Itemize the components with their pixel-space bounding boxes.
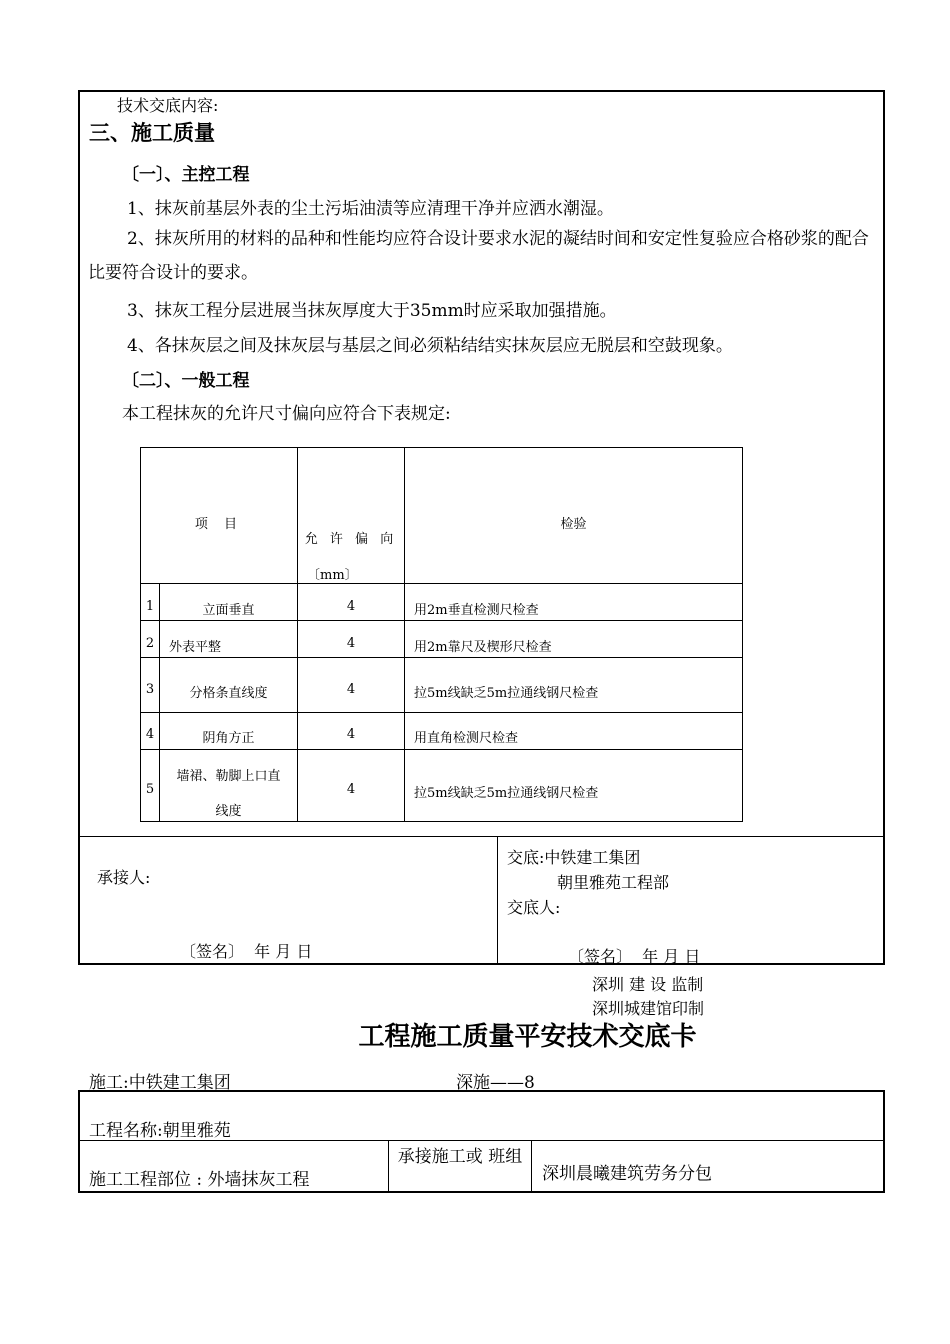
row-number: 3	[145, 682, 155, 697]
header-item: 项 目	[194, 517, 244, 532]
contractor: 施工:中铁建工集团	[89, 1073, 231, 1093]
row-deviation: 4	[346, 727, 356, 742]
receiver-label: 承接人:	[97, 868, 151, 887]
item-4: 4、各抹灰层之间及抹灰层与基层之间必须粘结结实抹灰层应无脱层和空鼓现象。	[127, 336, 733, 356]
handover-org: 交底:中铁建工集团	[507, 848, 641, 867]
main-heading: 〔一〕、主控工程	[122, 165, 250, 185]
row-number: 4	[145, 727, 155, 742]
row-number: 5	[145, 782, 155, 797]
handover-dept: 朝里雅苑工程部	[557, 873, 670, 892]
row-item: 立面垂直	[202, 603, 255, 618]
row-item: 分格条直线度	[189, 686, 268, 701]
table-intro: 本工程抹灰的允许尺寸偏向应符合下表规定:	[122, 404, 451, 424]
item-3: 3、抹灰工程分层进展当抹灰厚度大于35mm时应采取加强措施。	[127, 301, 617, 321]
handover-sign-date: 〔签名〕 年 月 日	[568, 947, 701, 966]
signature-divider	[80, 836, 883, 837]
info-col-divider-2	[531, 1140, 532, 1191]
construction-part: 施工工程部位 : 外墙抹灰工程	[89, 1170, 310, 1190]
row-item-cont: 线度	[215, 804, 242, 819]
general-heading: 〔二〕、一般工程	[122, 371, 250, 391]
row-check: 拉5m线缺乏5m拉通线钢尺检查	[414, 786, 599, 801]
header-deviation: 允 许 偏 向	[304, 532, 398, 547]
row-item: 阴角方正	[202, 731, 255, 746]
item-1: 1、抹灰前基层外表的尘土污垢油渍等应清理干净并应洒水潮湿。	[127, 199, 614, 219]
row-number: 1	[145, 599, 155, 614]
project-name: 工程名称:朝里雅苑	[89, 1121, 231, 1141]
form-number: 深施——8	[456, 1073, 535, 1093]
section-title: 三、施工质量	[89, 120, 215, 145]
header-deviation-unit: 〔mm〕	[307, 568, 358, 583]
row-check: 拉5m线缺乏5m拉通线钢尺检查	[414, 686, 599, 701]
team-label: 承接施工或 班组	[397, 1147, 523, 1167]
row-deviation: 4	[346, 782, 356, 797]
row-item: 外表平整	[169, 640, 222, 655]
header-check: 检验	[560, 517, 587, 532]
row-check: 用2m靠尺及楔形尺检查	[414, 640, 552, 655]
info-col-divider-1	[388, 1140, 389, 1191]
tolerance-table	[140, 447, 743, 822]
content-label: 技术交底内容:	[117, 96, 219, 115]
row-deviation: 4	[346, 682, 356, 697]
row-deviation: 4	[346, 599, 356, 614]
signature-split	[497, 836, 498, 963]
row-number: 2	[145, 636, 155, 651]
row-check: 用直角检测尺检查	[414, 731, 519, 746]
card-title: 工程施工质量平安技术交底卡	[358, 1022, 697, 1052]
item-2: 2、抹灰所用的材料的品种和性能均应符合设计要求水泥的凝结时间和安定性复验应合格砂浆的配合比要符合设计的要求。	[88, 229, 869, 283]
supervisor-note: 深圳 建 设 监制	[592, 975, 704, 994]
printer-note: 深圳城建馆印制	[592, 999, 705, 1018]
handover-person: 交底人:	[507, 898, 561, 917]
receiver-sign-date: 〔签名〕 年 月 日	[180, 942, 313, 961]
team-value: 深圳晨曦建筑劳务分包	[542, 1164, 712, 1184]
row-item: 墙裙、勒脚上口直	[176, 769, 281, 784]
row-deviation: 4	[346, 636, 356, 651]
row-check: 用2m垂直检测尺检查	[414, 603, 539, 618]
